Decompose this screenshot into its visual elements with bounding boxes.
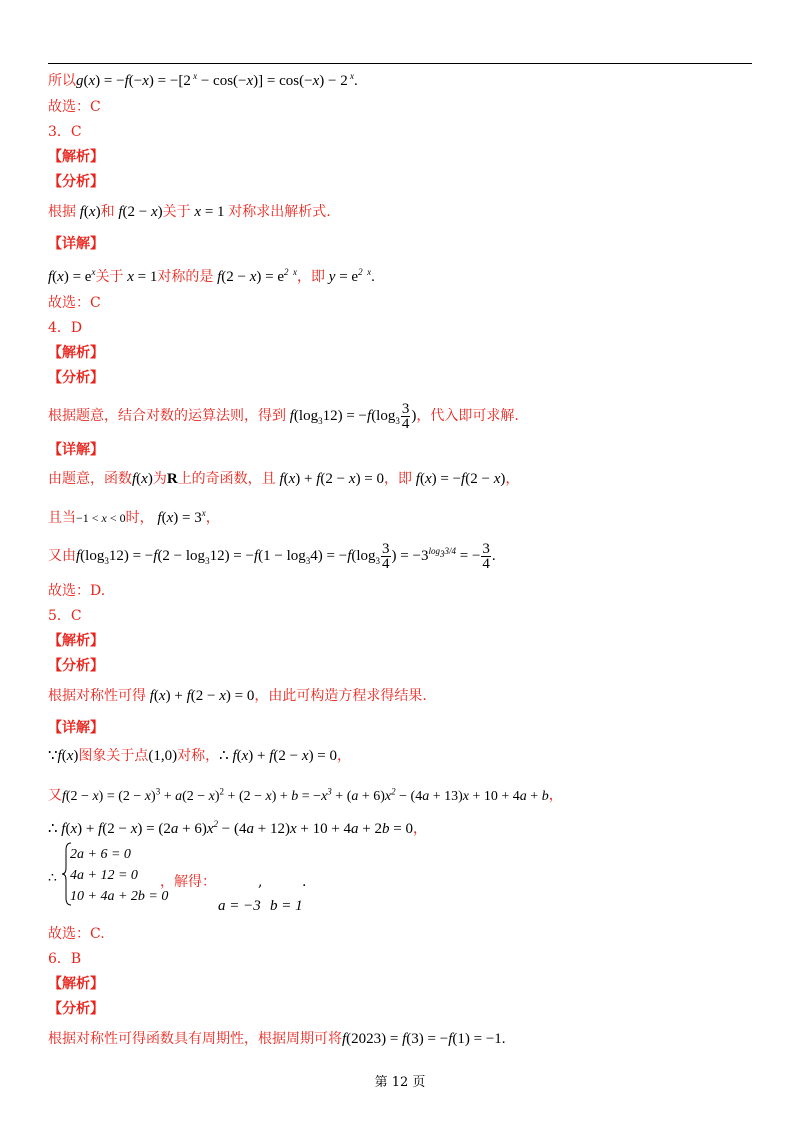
header-rule	[48, 63, 752, 64]
q4-detail-2: 且当−1 < x < 0时， $f(x) = 3^x$，	[48, 508, 220, 526]
q5-analysis: 根据对称性可得 f(x) + f(2 − x) = 0，由此可构造方程求得结果.	[48, 688, 427, 704]
q5-fenxi-label: 【分析】	[48, 658, 104, 674]
q5-jiexi-label: 【解析】	[48, 633, 104, 649]
q5-solve-label: ，解得：	[160, 874, 216, 890]
math-g-expression: g(x) = −f(−x) = −[2 $^x$ − cos(−x)] = cos(−x) − 2 $^x$.	[76, 71, 358, 89]
q4-jiexi-label: 【解析】	[48, 345, 104, 361]
q6-jiexi-label: 【解析】	[48, 976, 104, 992]
text-suoyi: 所以	[48, 73, 76, 89]
q4-choice: 故选：D.	[48, 583, 106, 599]
q3-heading: 3．C	[48, 124, 82, 140]
q3-fenxi-label: 【分析】	[48, 174, 104, 190]
q5-detail-3: ∴ $f(x) + f(2 - x) = (2a + 6)x^2 - (4a + 12)x + 10 + 4a + 2b = 0$，	[48, 819, 427, 837]
line-g-expression	[48, 66, 358, 91]
comma-sep: ,	[258, 874, 263, 890]
q3-jiexi-label: 【解析】	[48, 149, 104, 165]
q3-choice: 故选：C	[48, 295, 101, 311]
q5-detail-1: ∵f(x)图象关于点(1,0)对称，∴ f(x) + f(2 − x) = 0，	[48, 748, 352, 764]
period-sep: .	[302, 874, 307, 890]
q5-xiangjie-label: 【详解】	[48, 720, 104, 736]
system-eq-3: 10 + 4a + 2b = 0	[70, 889, 169, 904]
q4-xiangjie-label: 【详解】	[48, 442, 104, 458]
q4-heading: 4．D	[48, 320, 83, 336]
system-eq-1: 2a + 6 = 0	[70, 847, 131, 862]
system-eq-2: 4a + 12 = 0	[70, 868, 138, 883]
q5-choice: 故选：C.	[48, 926, 105, 942]
q5-b-value: b = 1	[270, 898, 303, 914]
q4-detail-1: 由题意，函数f(x)为R上的奇函数，且 f(x) + f(2 − x) = 0，即 f(x) = −f(2 − x)，	[48, 471, 520, 487]
q5-a-value: a = −3	[218, 898, 261, 914]
q3-detail: $f(x) = e^x$关于 x = 1对称的是 $f(2 - x) = e^{2 x}$，即 $y = e^{2 x}$.	[48, 267, 375, 285]
q4-analysis: 根据题意，结合对数的运算法则，得到 $f(\log_312) = -f(\log_3$ $\frac{3}{4}$ )，代入即可求解.	[48, 401, 519, 432]
q3-analysis: 根据 f(x)和 f(2 − x)关于 x = 1 对称求出解析式.	[48, 204, 331, 220]
therefore-symbol: ∴	[48, 870, 57, 886]
q4-detail-3: 又由$f(\log_312) = -f(2 - \log_312) = -f(1 - \log_34) = -f(\log_3$ $\frac{3}{4}$ ) = $-3^{log_33/4}$ = − $\frac{3}{4}$ .	[48, 541, 496, 573]
page-footer: 第 12 页	[374, 1075, 426, 1090]
q2-choice: 故选：C	[48, 99, 101, 115]
q3-xiangjie-label: 【详解】	[48, 236, 104, 252]
q5-detail-2: 又$f(2 - x) = (2 - x)^3 + a(2 - x)^2 + (2 - x) + b = -x^3 + (a + 6)x^2 - (4a + 13)x + 10 + 4a + b$，	[48, 786, 563, 804]
q4-fenxi-label: 【分析】	[48, 370, 104, 386]
q5-heading: 5．C	[48, 608, 82, 624]
q6-analysis: 根据对称性可得函数具有周期性，根据周期可将f(2023) = f(3) = −f(1) = −1.	[48, 1031, 506, 1047]
q6-fenxi-label: 【分析】	[48, 1001, 104, 1017]
q6-heading: 6．B	[48, 951, 82, 967]
